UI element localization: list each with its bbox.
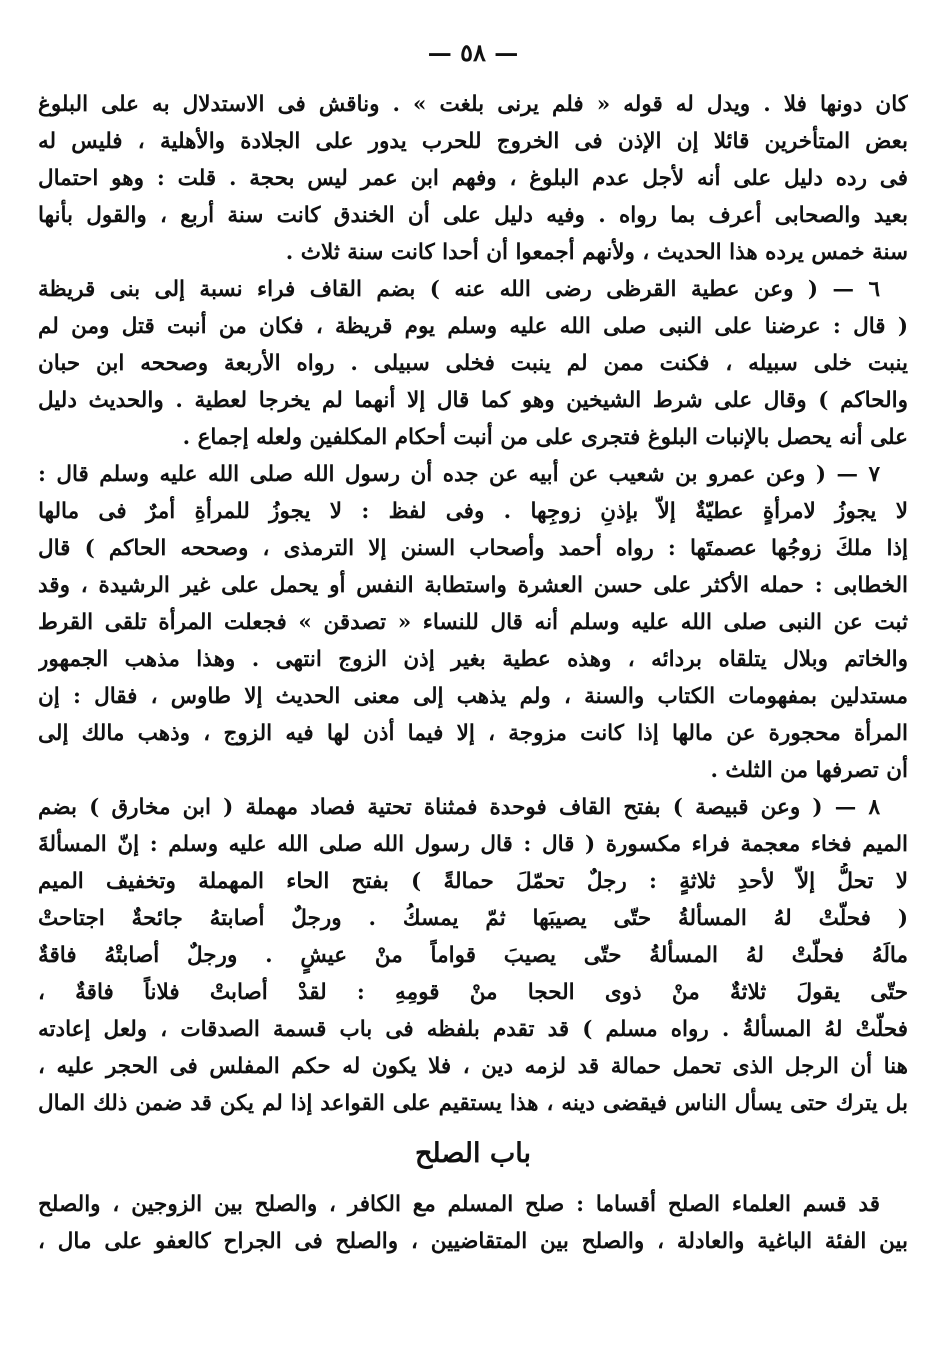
text-line: الميم فخاء معجمة فراء مكسورة ( قال : قال رسول الله صلى الله عليه وسلم : إنّ المسألةَ: [38, 832, 908, 857]
text-line: المرأة محجورة عن مالها إذا كانت مزوجة ، إلا فيما أذن لها فيه الزوج ، وذهب مالك إلى: [38, 721, 908, 746]
page-number: — ٥٨ —: [427, 38, 519, 67]
text-line: فى رده دليل على أنه لأجل عدم البلوغ ، وفهم ابن عمر ليس بحجة . قلت : وهو احتمال: [38, 166, 908, 191]
hadith-7-start: ٧ — ( وعن عمرو بن شعيب عن أبيه عن جده أن رسول الله صلى الله عليه وسلم قال :: [38, 462, 880, 487]
text-line: إذا ملكَ زوجُها عصمتَها : رواه أحمد وأصحاب السنن إلا الترمذى ، وصححه الحاكم ) قال: [38, 536, 908, 561]
section-heading: باب الصلح: [414, 1138, 532, 1169]
text-line: والحاكم ) وقال على شرط الشيخين وهو كما قال إلا أنهما لم يخرجا لعطية . والحديث دليل: [38, 388, 908, 413]
text-line: هنا أن الرجل الذى تحمل حمالة قد لزمه دين ، فلا يكون له حكم المفلس فى الحجر عليه ،: [38, 1054, 908, 1079]
text-line: كان دونها فلا . ويدل له قوله « فلم يرنى بلغت » . وناقش فى الاستدلال به على البلوغ: [38, 92, 908, 117]
text-line: ( قال : عرضنا على النبى صلى الله عليه وسلم يوم قريظة ، فكان من أنبت قتل ومن لم: [38, 314, 908, 339]
text-line: مالَهُ فحلّتْ لهُ المسألةُ حتّى يصيبَ قواماً منْ عيشٍ . ورجلٌ أصابتْهُ فاقةٌ: [38, 943, 908, 968]
text-line: قد قسم العلماء الصلح أقساما : صلح المسلم مع الكافر ، والصلح بين الزوجين ، والصلح: [38, 1192, 880, 1217]
text-line: فحلّتْ لهُ المسألةُ . رواه مسلم ) قد تقدم بلفظه فى باب قسمة الصدقات ، ولعل إعادته: [38, 1017, 908, 1042]
text-line: الخطابى : حمله الأكثر على حسن العشرة واستطابة النفس أو يحمل على غير الرشيدة ، وقد: [38, 573, 908, 598]
text-line: ثبت عن النبى صلى الله عليه وسلم أنه قال للنساء « تصدقن » فجعلت المرأة تلقى القرط: [38, 610, 908, 635]
text-line: سنة خمس يرده هذا الحديث ، ولأنهم أجمعوا أن أحدا كانت سنة ثلاث .: [285, 240, 908, 265]
text-line: أن تصرفها من الثلث .: [710, 758, 908, 783]
text-line: ينبت خلى سبيله ، فكنت ممن لم ينبت فخلى سبيلى . رواه الأربعة وصححه ابن حبان: [38, 351, 908, 376]
text-line: بل يترك حتى يسأل الناس فيقضى دينه ، هذا يستقيم على القواعد إذا لم يكن قد ضمن ذلك المال: [38, 1091, 908, 1116]
hadith-8-start: ٨ — ( وعن قبيصة ) بفتح القاف فوحدة فمثناة تحتية فصاد مهملة ( ابن مخارق ) بضم: [38, 795, 880, 820]
text-line: بعيد والصحابى أعرف بما رواه . وفيه دليل على أن الخندق كانت سنة أربع ، والقول بأنها: [38, 203, 908, 228]
text-line: بين الفئة الباغية والعادلة ، والصلح بين المتقاضيين ، والصلح فى الجراح كالعفو على مال ،: [38, 1229, 908, 1254]
text-line: حتّى يقولَ ثلاثةٌ منْ ذوى الحجا منْ قومِهِ : لقدْ أصابتْ فلاناً فاقةٌ ،: [38, 980, 908, 1005]
text-line: مستدلين بمفهومات الكتاب والسنة ، ولم يذهب إلى معنى الحديث إلا طاوس ، فقال : إن: [38, 684, 908, 709]
text-line: بعض المتأخرين قائلا إن الإذن فى الخروج للحرب يدور على الجلادة والأهلية ، فليس له: [38, 129, 908, 154]
hadith-6-start: ٦ — ( وعن عطية القرظى رضى الله عنه ) بضم القاف فراء نسبة إلى بنى قريظة: [38, 277, 880, 302]
text-line: ( فحلّتْ لهُ المسألةُ حتّى يصيبَها ثمّ يمسكُ . ورجلٌ أصابتهُ جائحةٌ اجتاحتْ: [38, 906, 908, 931]
text-line: على أنه يحصل بالإنبات البلوغ فتجرى على من أنبت أحكام المكلفين ولعله إجماع .: [182, 425, 908, 450]
text-line: والخاتم وبلال يتلقاه بردائه ، وهذه عطية بغير إذن الزوج انتهى . وهذا مذهب الجمهور: [38, 647, 908, 672]
page-text: [38, 86, 908, 1260]
text-line: لا يجوزُ لامرأةٍ عطيّةٌ إلاّ بإذنِ زوجِها . وفى لفظ : لا يجوزُ للمرأةِ أمرٌ فى مالها: [38, 499, 908, 524]
text-line: لا تحلُّ إلاّ لأحدِ ثلاثةٍ : رجلٌ تحمّلَ حمالةً ) بفتح الحاء المهملة وتخفيف الميم: [38, 869, 908, 894]
